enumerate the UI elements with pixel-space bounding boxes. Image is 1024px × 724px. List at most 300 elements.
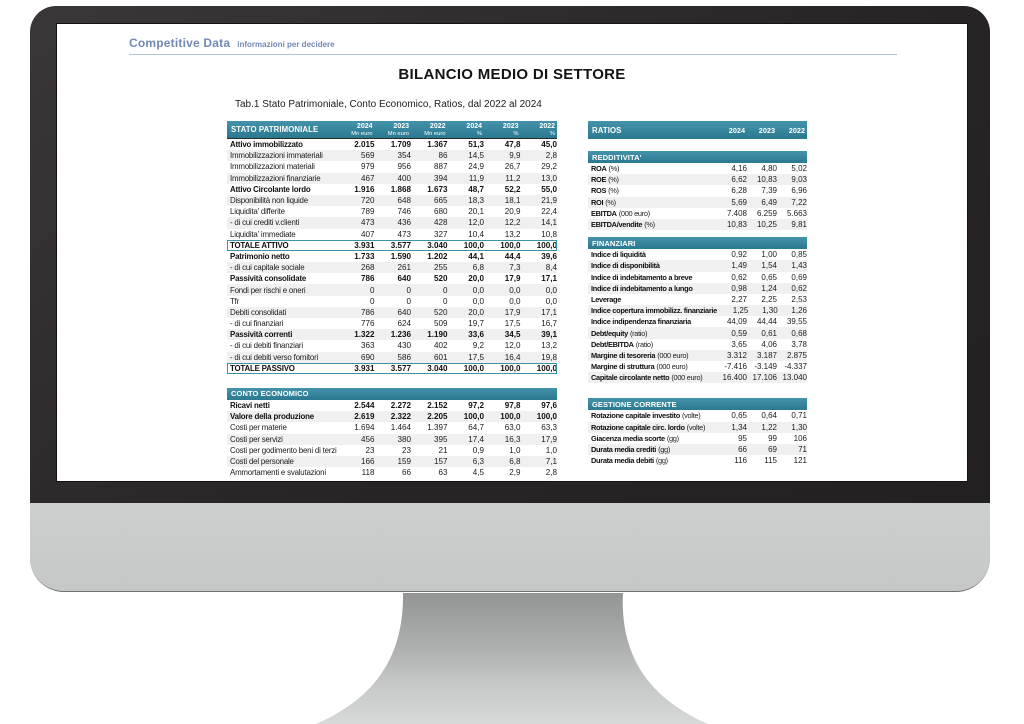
row-label: - di cui capitale sociale [230, 263, 305, 273]
ratio-row [588, 260, 807, 271]
cell-2024: 1,49 [731, 261, 747, 271]
cell-2022-mn: 520 [433, 307, 448, 317]
cell-2022-pct: 22,4 [541, 207, 557, 217]
cell-2022-pct: 13,0 [541, 173, 557, 183]
cell-2022: 1,30 [791, 422, 807, 432]
row-label: Attivo Circolante lordo [230, 184, 311, 194]
cell-2022-mn: 680 [433, 207, 448, 217]
unit-label: % [513, 130, 519, 137]
cell-2024-mn: 569 [360, 151, 375, 161]
cell-2024: 5,69 [731, 197, 747, 207]
ratio-label [588, 351, 717, 360]
row-label: Immobilizzazioni materiali [230, 162, 315, 172]
ratio-row [588, 316, 807, 327]
ratios-year-headers [715, 126, 805, 135]
cell-2023-mn: 400 [397, 173, 411, 183]
cell-2024-mn: 786 [360, 307, 375, 317]
stato-patrimoniale-rows [227, 139, 557, 374]
ratio-name: ROS [591, 186, 607, 196]
table-row [227, 217, 557, 228]
cell-2024-pct: 0,0 [472, 285, 484, 295]
cell-2022-mn: 3.040 [427, 240, 448, 250]
cell-2023: 1,30 [762, 306, 778, 316]
ratio-unit: (volte) [681, 411, 701, 421]
ratio-name: ROA [591, 164, 607, 174]
ratio-name: Capitale circolante netto [591, 373, 670, 383]
cell-2024-pct: 44,1 [468, 251, 484, 261]
row-label: - di cui finanziari [230, 319, 284, 329]
ratio-row [588, 185, 807, 196]
header-rule [129, 54, 897, 55]
cell-2022-mn: 520 [433, 274, 448, 284]
row-label: Liquidita' differite [230, 207, 285, 217]
cell-2022: 7,22 [791, 197, 807, 207]
cell-2024: -7.416 [724, 362, 747, 372]
ratio-label [588, 329, 717, 338]
cell-2023-mn: 956 [397, 162, 411, 172]
ratio-unit: (%) [608, 186, 619, 196]
cell-2024: 2,27 [731, 294, 747, 304]
cell-2023-pct: 100,0 [500, 240, 521, 250]
cell-2024: 1,25 [732, 306, 749, 316]
cell-2022-mn: 1.367 [427, 140, 448, 150]
cell-2023-pct: 20,9 [504, 207, 521, 217]
cell-2024-mn: 23 [365, 445, 375, 455]
cell-2023-mn: 648 [397, 196, 411, 206]
cell-2024-mn: 1.916 [354, 184, 375, 194]
cell-2023-mn: 1.590 [390, 251, 411, 261]
ratio-row [588, 410, 807, 421]
cell-2024-pct: 0,0 [472, 296, 484, 306]
cell-2023-mn: 473 [397, 229, 411, 239]
table-row [227, 273, 557, 284]
row-label: Liquidita' immediate [230, 229, 296, 239]
cell-2024-mn: 166 [360, 456, 375, 466]
table-row [227, 150, 557, 161]
ratio-name: Indice indipendenza finanziaria [591, 317, 691, 327]
row-label: - di cui crediti v.clienti [230, 218, 300, 228]
cell-2024: 116 [734, 456, 747, 466]
ratios-header [588, 121, 807, 139]
cell-2024-pct: 64,7 [468, 423, 484, 433]
cell-2024-pct: 6,3 [472, 456, 484, 466]
cell-2022: 1,43 [791, 261, 807, 271]
cell-2023-pct: 44,4 [504, 251, 521, 261]
ratio-name: Durata media crediti [591, 445, 657, 455]
ratio-row [588, 327, 807, 338]
cell-2022: 0,62 [791, 283, 807, 293]
table-row [227, 456, 557, 467]
cell-2023-pct: 17,9 [504, 307, 521, 317]
cell-2023: 2,25 [761, 294, 777, 304]
cell-2023: 6,49 [761, 197, 777, 207]
table-row [227, 434, 557, 445]
ratio-name: Margine di tesoreria [591, 350, 656, 360]
year-label: 2024 [466, 122, 482, 130]
cell-2023-mn: 436 [397, 218, 411, 228]
cell-2024-pct: 17,5 [468, 352, 484, 362]
cell-2023-mn: 380 [397, 434, 411, 444]
cell-2022-mn: 509 [433, 319, 448, 329]
table-row [227, 363, 557, 374]
cell-2022-mn: 395 [433, 434, 448, 444]
table-row [227, 184, 557, 195]
cell-2024: 95 [738, 433, 747, 443]
cell-2022-mn: 402 [433, 341, 448, 351]
year-column-header [482, 123, 519, 137]
cell-2023-pct: 2,9 [509, 468, 521, 478]
cell-2024-mn: 407 [360, 229, 375, 239]
ratio-label [588, 220, 717, 229]
cell-2022-mn: 1.673 [427, 184, 448, 194]
cell-2024: 0,62 [731, 272, 747, 282]
ratio-label [588, 317, 717, 326]
unit-label: Mn euro [424, 130, 446, 137]
ratio-row [588, 272, 807, 283]
cell-2024-mn: 720 [360, 196, 375, 206]
table-row [227, 262, 557, 273]
ratio-name: Debt/EBITDA [591, 339, 634, 349]
table-row [227, 296, 557, 307]
ratio-unit: (%) [644, 220, 655, 230]
cell-2022-pct: 100,0 [536, 240, 557, 250]
cell-2024-mn: 0 [369, 285, 375, 295]
cell-2024: 16.400 [722, 373, 747, 383]
ratio-label [588, 411, 717, 420]
cell-2022-pct: 2,8 [545, 468, 557, 478]
cell-2024-pct: 18,3 [468, 196, 484, 206]
cell-2022: 0,69 [791, 272, 807, 282]
conto-economico-header: CONTO ECONOMICO [227, 388, 557, 400]
ratio-label [588, 362, 717, 371]
row-label: Fondi per rischi e oneri [230, 285, 306, 295]
cell-2023-pct: 63,0 [504, 423, 521, 433]
ratio-name: ROI [591, 197, 604, 207]
ratio-label [588, 284, 717, 293]
cell-2022-mn: 1.397 [427, 423, 448, 433]
cell-2024: 1,34 [731, 422, 747, 432]
row-label: Debiti consolidati [230, 307, 287, 317]
year-label: 2024 [728, 125, 745, 135]
cell-2024-pct: 17,4 [468, 434, 484, 444]
cell-2024: 44,09 [726, 317, 747, 327]
cell-2024-pct: 33,6 [468, 330, 484, 340]
cell-2024-mn: 776 [360, 319, 375, 329]
section-title: STATO PATRIMONIALE [231, 125, 319, 134]
cell-2022-mn: 394 [433, 173, 448, 183]
cell-2024-pct: 100,0 [463, 412, 484, 422]
cell-2024-pct: 97,2 [468, 401, 484, 411]
unit-label: % [476, 130, 482, 137]
row-label: Costi per servizi [230, 434, 283, 444]
cell-2023-pct: 17,9 [504, 274, 521, 284]
ratio-unit: (000 euro) [618, 208, 650, 218]
cell-2024: 4,16 [731, 164, 747, 174]
cell-2022-mn: 3.040 [427, 363, 448, 373]
monitor-base [30, 503, 990, 592]
cell-2024-mn: 363 [360, 341, 375, 351]
cell-2024-mn: 786 [360, 274, 375, 284]
cell-2024-mn: 467 [360, 173, 375, 183]
cell-2024-pct: 48,7 [468, 184, 484, 194]
row-label: TOTALE ATTIVO [230, 240, 289, 250]
ratio-unit: (000 euro) [656, 362, 688, 372]
gestione-corrente-rows [588, 410, 807, 466]
table-row [227, 251, 557, 262]
cell-2022-pct: 17,1 [541, 307, 557, 317]
cell-2023: 0,64 [761, 411, 777, 421]
year-label: 2023 [502, 122, 519, 130]
cell-2023: 3.187 [756, 350, 777, 360]
table-row [227, 340, 557, 351]
cell-2023-pct: 7,3 [509, 263, 521, 273]
cell-2022-pct: 100,0 [536, 363, 557, 373]
cell-2023-pct: 1,0 [509, 445, 521, 455]
cell-2023-pct: 34,5 [504, 330, 521, 340]
cell-2024-pct: 51,3 [468, 140, 484, 150]
ratio-label [588, 209, 717, 218]
cell-2024-mn: 2.015 [354, 140, 375, 150]
cell-2022-mn: 1.190 [427, 330, 448, 340]
cell-2024-mn: 473 [360, 218, 375, 228]
ratio-label [588, 250, 717, 259]
cell-2023: 0,61 [761, 328, 777, 338]
cell-2023: 99 [768, 433, 777, 443]
cell-2022: 9,81 [791, 220, 807, 230]
cell-2023-mn: 3.577 [390, 240, 411, 250]
row-label: Costi del personale [230, 456, 294, 466]
cell-2024-pct: 12,0 [468, 218, 484, 228]
page-title: BILANCIO MEDIO DI SETTORE [398, 66, 626, 83]
row-label: Ricavi netti [230, 401, 270, 411]
cell-2024: 3,65 [731, 339, 747, 349]
year-label: 2022 [539, 122, 555, 130]
brand [129, 34, 335, 52]
section-title: RATIOS [592, 125, 622, 135]
table-row [227, 467, 557, 478]
cell-2024: 0,59 [731, 328, 747, 338]
ratio-label [588, 434, 717, 443]
year-column-header [446, 123, 483, 137]
cell-2023-pct: 0,0 [509, 285, 521, 295]
ratio-name: EBITDA [591, 208, 617, 218]
cell-2023: 10,83 [756, 175, 777, 185]
cell-2024-mn: 3.931 [354, 240, 375, 250]
ratio-name: Rotazione capitale circ. lordo [591, 422, 685, 432]
cell-2022-pct: 19,8 [541, 352, 557, 362]
cell-2024-mn: 118 [361, 468, 375, 478]
cell-2023: 4,80 [761, 164, 777, 174]
cell-2024: 6,62 [731, 175, 747, 185]
ratio-row [588, 305, 807, 316]
cell-2023-mn: 159 [397, 456, 411, 466]
conto-economico-rows [227, 400, 557, 478]
ratio-label [588, 306, 719, 315]
row-label: Costi per materie [230, 423, 287, 433]
cell-2022: 1,26 [791, 306, 807, 316]
redditivita-rows [588, 163, 807, 230]
cell-2024-pct: 14,5 [468, 151, 484, 161]
cell-2024: 7.408 [726, 208, 747, 218]
cell-2023-mn: 1.868 [390, 184, 411, 194]
year-label: 2022 [788, 125, 805, 135]
ratio-row [588, 208, 807, 219]
ratio-name: Durata media debiti [591, 456, 654, 466]
cell-2023: 6.259 [756, 208, 777, 218]
cell-2024-mn: 690 [360, 352, 375, 362]
ratio-row [588, 444, 807, 455]
cell-2022-mn: 887 [433, 162, 448, 172]
table-row [227, 318, 557, 329]
cell-2023-pct: 52,2 [504, 184, 521, 194]
cell-2022: 106 [793, 433, 807, 443]
cell-2023-pct: 16,3 [504, 434, 521, 444]
cell-2024: 3.312 [726, 350, 747, 360]
row-label: Patrimonio netto [230, 251, 290, 261]
table-row [227, 422, 557, 433]
cell-2024-mn: 268 [360, 263, 375, 273]
table-row [227, 411, 557, 422]
table-caption: Tab.1 Stato Patrimoniale, Conto Economico, Ratios, dal 2022 al 2024 [235, 99, 542, 110]
cell-2023-pct: 13,2 [504, 229, 521, 239]
ratio-label [588, 340, 717, 349]
cell-2024-pct: 11,9 [468, 173, 484, 183]
cell-2023-mn: 430 [397, 341, 411, 351]
cell-2023-pct: 97,8 [504, 401, 521, 411]
finanziari-rows [588, 249, 807, 383]
cell-2022: 2,53 [791, 294, 807, 304]
cell-2023: 7,39 [761, 186, 777, 196]
cell-2022-mn: 2.152 [427, 401, 448, 411]
cell-2022-pct: 1,0 [545, 445, 557, 455]
cell-2024-pct: 6,8 [472, 263, 484, 273]
cell-2022-mn: 601 [433, 352, 448, 362]
ratio-row [588, 283, 807, 294]
cell-2024: 0,98 [731, 283, 747, 293]
gestione-corrente-header: GESTIONE CORRENTE [588, 398, 807, 410]
cell-2023-pct: 0,0 [509, 296, 521, 306]
cell-2024-mn: 2.544 [354, 401, 375, 411]
unit-label: Mn euro [351, 130, 373, 137]
cell-2023-mn: 0 [406, 296, 411, 306]
ratio-unit: (gg) [655, 456, 668, 466]
cell-2022-pct: 100,0 [536, 412, 557, 422]
year-label: 2022 [429, 122, 446, 130]
cell-2023-mn: 640 [397, 307, 411, 317]
ratio-row [588, 294, 807, 305]
cell-2022: 0,85 [791, 250, 807, 260]
cell-2022-pct: 0,0 [545, 285, 557, 295]
year-column-header [519, 123, 556, 137]
table-row [227, 284, 557, 295]
ratio-row [588, 219, 807, 230]
ratio-row [588, 339, 807, 350]
cell-2023-pct: 100,0 [500, 363, 521, 373]
cell-2022-mn: 157 [433, 456, 448, 466]
ratio-unit: (%) [608, 175, 619, 185]
row-label: Immobilizzazioni finanziarie [230, 173, 321, 183]
row-label: Passività correnti [230, 330, 293, 340]
cell-2022-mn: 0 [442, 285, 448, 295]
table-row [227, 240, 557, 251]
ratio-unit: (volte) [686, 422, 706, 432]
cell-2022-pct: 39,6 [541, 251, 557, 261]
ratio-row [588, 372, 807, 383]
cell-2022: 9,03 [791, 175, 807, 185]
cell-2024-mn: 3.931 [354, 363, 375, 373]
year-column-header [409, 123, 446, 137]
cell-2022: 0,68 [791, 328, 807, 338]
cell-2022-pct: 39,1 [541, 330, 557, 340]
ratio-label [588, 261, 717, 270]
cell-2022-pct: 8,4 [545, 263, 557, 273]
cell-2024: 0,65 [731, 411, 747, 421]
table-row [227, 329, 557, 340]
ratio-label [588, 198, 717, 207]
ratio-name: Indice di disponibilità [591, 261, 660, 271]
cell-2022-pct: 45,0 [541, 140, 557, 150]
ratio-name: Indice di indebitamento a breve [591, 272, 693, 282]
cell-2024: 10,83 [726, 220, 747, 230]
ratio-name: EBITDA/vendite [591, 220, 643, 230]
ratio-row [588, 433, 807, 444]
ratio-unit: (000 euro) [657, 350, 689, 360]
cell-2023-mn: 624 [397, 319, 411, 329]
cell-2023-mn: 746 [397, 207, 411, 217]
cell-2023-mn: 354 [397, 151, 411, 161]
cell-2024-pct: 4,5 [472, 468, 484, 478]
cell-2022-mn: 0 [442, 296, 448, 306]
row-label: Costi per godimento beni di terzi [230, 445, 337, 455]
cell-2022-pct: 55,0 [541, 184, 557, 194]
table-row [227, 229, 557, 240]
unit-label: Mn euro [387, 130, 409, 137]
ratio-label [588, 273, 717, 282]
brand-tagline: informazioni per decidere [237, 40, 335, 49]
cell-2023: 1,00 [761, 250, 777, 260]
ratio-unit: (ratio) [635, 339, 653, 349]
cell-2022-mn: 63 [438, 468, 448, 478]
cell-2022-mn: 86 [438, 151, 448, 161]
cell-2022-pct: 0,0 [545, 296, 557, 306]
unit-label: % [549, 130, 555, 137]
cell-2024-mn: 2.619 [354, 412, 375, 422]
finanziari-header: FINANZIARI [588, 237, 807, 249]
cell-2024-mn: 456 [360, 434, 375, 444]
cell-2024-pct: 0,9 [472, 445, 484, 455]
ratio-label [588, 445, 717, 454]
cell-2022-pct: 16,7 [541, 319, 557, 329]
cell-2023-mn: 66 [401, 468, 411, 478]
year-column-header [336, 123, 373, 137]
cell-2024: 66 [738, 445, 747, 455]
table-row [227, 445, 557, 456]
year-column-header [373, 123, 410, 137]
cell-2023: 115 [764, 456, 777, 466]
table-row [227, 161, 557, 172]
cell-2023: 4,06 [761, 339, 777, 349]
cell-2024-pct: 100,0 [463, 240, 484, 250]
ratio-label [588, 373, 717, 382]
cell-2022-pct: 10,8 [541, 229, 557, 239]
cell-2022-pct: 97,6 [541, 401, 557, 411]
cell-2023-pct: 12,0 [504, 341, 521, 351]
cell-2023-pct: 9,9 [509, 151, 521, 161]
cell-2023: 69 [768, 445, 777, 455]
cell-2023-pct: 11,2 [505, 173, 521, 183]
table-row [227, 139, 557, 150]
ratio-name: Giacenza media scorte [591, 433, 665, 443]
